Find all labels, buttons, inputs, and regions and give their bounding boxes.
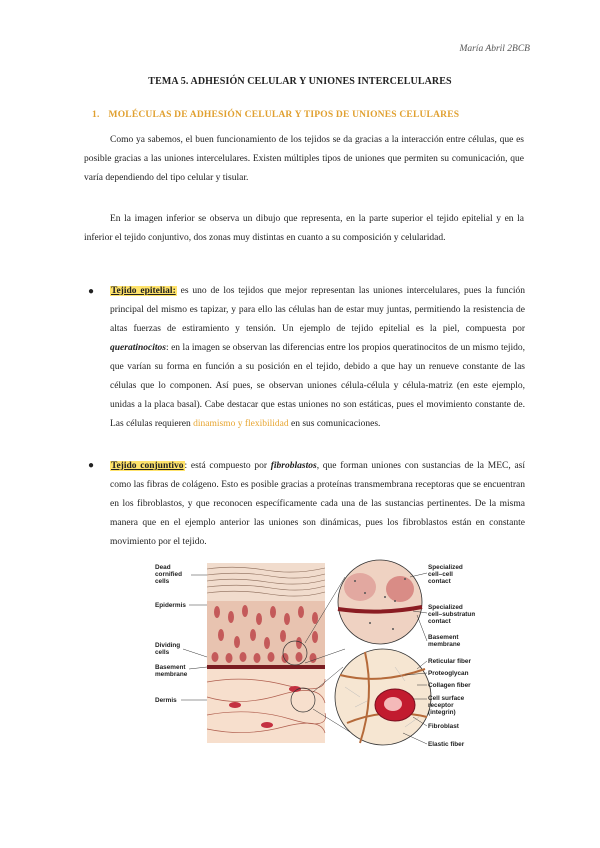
bullet-connective bbox=[110, 457, 525, 552]
paragraph-2-text: En la imagen inferior se observa un dibujo que representa, en la parte superior el tejido epitelial y en la inferior el tejido conjuntivo, dos zonas muy distintas en cuanto a su composición y celularidad. bbox=[84, 214, 524, 243]
bullet-epithelial bbox=[110, 282, 525, 434]
section-number: 1. bbox=[92, 110, 100, 120]
zoom-epithelium bbox=[338, 560, 422, 644]
term-keratinocytes: queratinocitos bbox=[110, 343, 166, 353]
right-labels bbox=[428, 564, 475, 748]
label-cell-substratum: Specialized cell–substratum contact bbox=[428, 604, 475, 625]
term-connective: Tejido conjuntivo bbox=[111, 461, 184, 471]
label-cell-surface-receptor: Cell surface receptor (integrin) bbox=[428, 695, 465, 716]
tissue-figure bbox=[155, 557, 475, 757]
label-dead-cornified: Dead cornified cells bbox=[155, 564, 182, 585]
label-proteoglycan: Proteoglycan bbox=[428, 670, 469, 677]
label-collagen-fiber: Collagen fiber bbox=[428, 682, 471, 689]
label-fibroblast: Fibroblast bbox=[428, 723, 459, 730]
bullet1-text-a: es uno de los tejidos que mejor representan las uniones intercelulares, pues la función principal del mismo es tapizar, y para ello las células han de estar muy juntas, permitiendo la resistencia de altas fuerzas de estiramiento y tensión. Un ejemplo de tejido epitelial es la piel, compuesta por bbox=[110, 286, 525, 334]
label-reticular-fiber: Reticular fiber bbox=[428, 658, 471, 665]
paragraph-intro bbox=[84, 131, 524, 188]
highlight-dynamism: dinamismo y flexibilidad bbox=[193, 419, 289, 429]
left-labels bbox=[155, 564, 188, 704]
label-basement-membrane-left: Basement membrane bbox=[155, 664, 188, 678]
bullet2-text-a: : está compuesto por bbox=[184, 461, 271, 471]
label-cell-cell-contact: Specialized cell–cell contact bbox=[428, 564, 463, 585]
label-elastic-fiber: Elastic fiber bbox=[428, 741, 465, 748]
label-dermis: Dermis bbox=[155, 697, 177, 704]
term-epithelial: Tejido epitelial: bbox=[111, 286, 176, 296]
basement-membrane bbox=[207, 665, 325, 669]
section-title: MOLÉCULAS DE ADHESIÓN CELULAR Y TIPOS DE UNIONES CELULARES bbox=[108, 110, 460, 120]
author-name: María Abril 2BCB bbox=[459, 44, 530, 54]
label-basement-membrane-right: Basement membrane bbox=[428, 634, 461, 648]
label-dividing-cells: Dividing cells bbox=[155, 642, 181, 656]
bullet2-text-b: , que forman uniones con sustancias de la MEC, así como las fibras de colágeno. Esto es posible gracias a proteínas transmembrana receptoras que se encuentran en los fibroblastos, y que reconocen específicamente cada una de las sustancias pertinentes. De la misma manera que en el ejemplo anterior las uniones son dinámicas, pues los fibroblastos están en constante movimiento por el tejido. bbox=[110, 461, 525, 547]
bullet1-text-b: : en la imagen se observan las diferencias entre los propios queratinocitos de un mismo tejido, que varían su forma en función a su posición en el tejido, debido a que hay un renueve constante de las células que lo componen. Así pues, se observan uniones célula-célula y célula-matriz (en este ejemplo, unidas a la placa basal). Cabe destacar que estas uniones no son estáticas, pues el movimiento constante de. Las células requieren bbox=[110, 343, 525, 429]
page-title: TEMA 5. ADHESIÓN CELULAR Y UNIONES INTERCELULARES bbox=[148, 76, 452, 87]
bullet-marker: ● bbox=[88, 460, 95, 471]
label-epidermis: Epidermis bbox=[155, 602, 186, 609]
bullet-marker: ● bbox=[88, 286, 95, 297]
bullet1-text-c: en sus comunicaciones. bbox=[288, 419, 381, 429]
tissue-diagram bbox=[155, 557, 475, 757]
paragraph-1-text: Como ya sabemos, el buen funcionamiento de los tejidos se da gracias a la interacción entre células, que es posible gracias a las uniones intercelulares. Existen múltiples tipos de uniones que permiten su comunicación, que varía dependiendo del tipo celular y tisular. bbox=[84, 135, 524, 183]
section-heading bbox=[92, 110, 459, 120]
epidermis-layer bbox=[207, 601, 325, 665]
term-fibroblasts: fibroblastos bbox=[270, 461, 317, 471]
paragraph-image-description bbox=[84, 210, 524, 248]
